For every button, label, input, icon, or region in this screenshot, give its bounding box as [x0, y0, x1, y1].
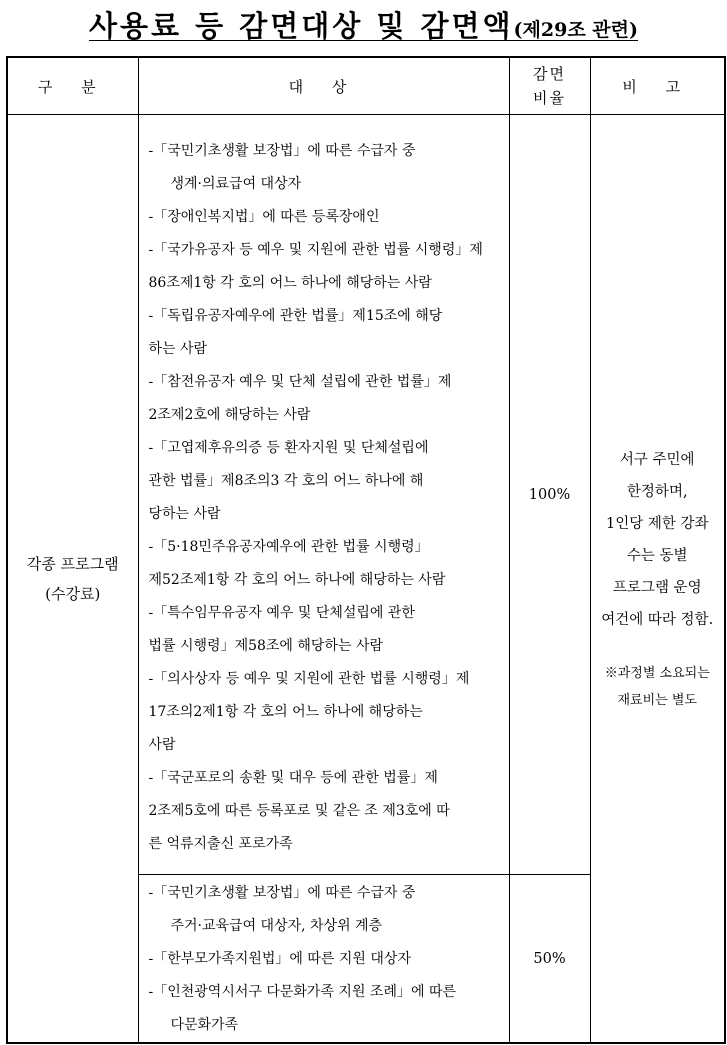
target-list-full — [139, 115, 509, 861]
reduction-table — [6, 56, 726, 1044]
table-row-full-reduction — [7, 115, 725, 875]
list-item-text: -「국군포로의 송환 및 대우 등에 관한 법률」제 — [148, 770, 438, 786]
list-item-continuation: 17조의2제1항 각 호의 어느 하나에 해당하는 — [148, 704, 423, 720]
list-item-text: -「독립유공자예우에 관한 법률」제15조에 해당 — [148, 308, 443, 324]
document-title-main: 사용료 등 감면대상 및 감면액 — [88, 9, 514, 43]
ratio-cell-full: 100% — [509, 115, 590, 875]
note-line: 1인당 제한 강좌 — [606, 515, 709, 532]
header-note: 비 고 — [590, 57, 725, 115]
list-item-continuation: 86조제1항 각 호의 어느 하나에 해당하는 사람 — [148, 275, 432, 291]
list-item-continuation: 른 억류지출신 포로가족 — [148, 836, 293, 852]
list-item — [139, 366, 509, 432]
header-row — [7, 57, 725, 115]
list-item-continuation: 관한 법률」제8조의3 각 호의 어느 하나에 해 — [148, 473, 424, 489]
note-cell — [590, 115, 725, 1044]
list-item-text: -「장애인복지법」에 따른 등록장애인 — [148, 209, 380, 225]
list-item — [139, 943, 509, 976]
list-item — [139, 135, 509, 201]
note-line: 서구 주민에 — [619, 451, 695, 468]
note-footnote — [593, 660, 723, 714]
list-item — [139, 234, 509, 300]
header-ratio — [509, 57, 590, 115]
list-item — [139, 300, 509, 366]
header-ratio-line1: 감면 — [533, 65, 566, 83]
list-item — [139, 531, 509, 597]
header-target: 대 상 — [138, 57, 509, 115]
list-item-continuation: 2조제2호에 해당하는 사람 — [148, 407, 311, 423]
category-line1: 각종 프로그램 — [26, 554, 119, 573]
list-item — [139, 762, 509, 861]
target-cell-full — [138, 115, 509, 875]
list-item-text: -「참전유공자 예우 및 단체 설립에 관한 법률」제 — [148, 374, 452, 390]
list-item-text: -「의사상자 등 예우 및 지원에 관한 법률 시행령」제 — [148, 671, 470, 687]
list-item-continuation: 생계·의료급여 대상자 — [170, 176, 302, 192]
note-footnote-line: 재료비는 별도 — [617, 692, 697, 708]
header-category: 구 분 — [7, 57, 138, 115]
list-item-text: -「한부모가족지원법」에 따른 지원 대상자 — [148, 951, 411, 967]
target-list-half — [139, 875, 509, 1042]
list-item-continuation: 사람 — [148, 737, 176, 753]
list-item — [139, 432, 509, 531]
list-item-continuation: 법률 시행령」제58조에 해당하는 사람 — [148, 638, 384, 654]
list-item — [139, 597, 509, 663]
note-text — [593, 444, 723, 636]
list-item-continuation: 당하는 사람 — [148, 506, 221, 522]
note-line: 여건에 따라 정함. — [601, 611, 714, 628]
list-item — [139, 877, 509, 943]
list-item-text: -「국민기초생활 보장법」에 따른 수급자 중 — [148, 143, 416, 159]
list-item-text: -「국가유공자 등 예우 및 지원에 관한 법률 시행령」제 — [148, 242, 483, 258]
note-line: 프로그램 운영 — [612, 579, 702, 596]
note-footnote-line: ※과정별 소요되는 — [604, 665, 710, 681]
list-item-text: -「특수임무유공자 예우 및 단체설립에 관한 — [148, 605, 415, 621]
list-item-text: -「5·18민주유공자예우에 관한 법률 시행령」 — [148, 539, 429, 555]
list-item-continuation: 제52조제1항 각 호의 어느 하나에 해당하는 사람 — [148, 572, 446, 588]
category-line2: (수강료) — [45, 584, 101, 603]
list-item-text: -「고엽제후유의증 등 환자지원 및 단체설립에 — [148, 440, 429, 456]
list-item-continuation: 주거·교육급여 대상자, 차상위 계층 — [170, 918, 383, 934]
list-item-continuation: 하는 사람 — [148, 341, 208, 357]
title-area — [0, 0, 727, 46]
list-item-continuation: 다문화가족 — [170, 1017, 239, 1033]
ratio-cell-half: 50% — [509, 875, 590, 1044]
target-cell-half — [138, 875, 509, 1044]
note-line: 수는 동별 — [626, 547, 688, 564]
category-cell — [7, 115, 138, 1044]
document-title-reference: (제29조 관련) — [513, 19, 638, 41]
list-item — [139, 201, 509, 234]
list-item — [139, 976, 509, 1042]
list-item-text: -「국민기초생활 보장법」에 따른 수급자 중 — [148, 885, 416, 901]
header-ratio-line2: 비율 — [533, 89, 566, 107]
list-item-text: -「인천광역시서구 다문화가족 지원 조례」에 따른 — [148, 984, 456, 1000]
note-line: 한정하며, — [626, 483, 688, 500]
list-item-continuation: 2조제5호에 따른 등록포로 및 같은 조 제3호에 따 — [148, 803, 450, 819]
list-item — [139, 663, 509, 762]
document-title — [89, 4, 638, 45]
